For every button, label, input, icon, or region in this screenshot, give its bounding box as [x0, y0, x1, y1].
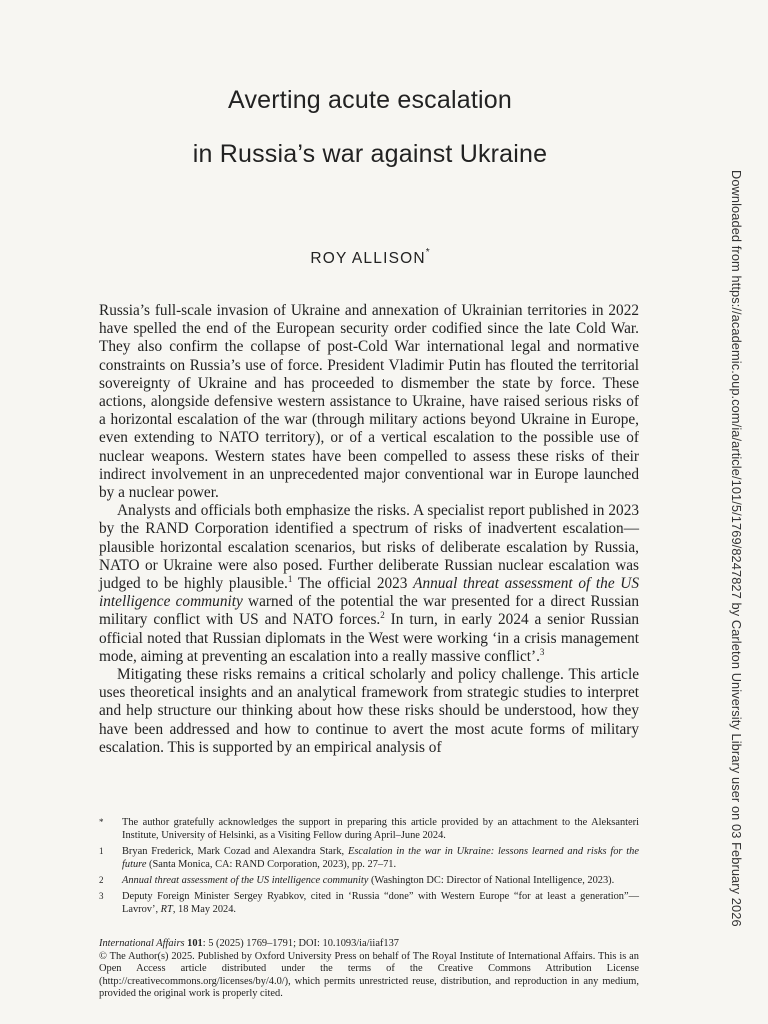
- license-text: © The Author(s) 2025. Published by Oxford University Press on behalf of The Royal Institute of International Affairs. This is an Open Access article distributed under the terms of the Creative Commons Attribution License (http://creativecommons.org/licenses/by/4.0/), which permits unrestricted reuse, distribution, and reproduction in any medium, provided the original work is properly cited.: [99, 950, 639, 1000]
- download-notice: [728, 170, 748, 927]
- footnote-text: The author gratefully acknowledges the support in preparing this article provided by an attachment to the Aleksanteri Institute, University of Helsinki, as a Visiting Fellow during April–June 2024.: [122, 817, 639, 841]
- italic-report-title: Annual threat assessment of the US intelligence community: [99, 575, 639, 611]
- journal-name: International Affairs: [99, 938, 185, 949]
- publication-info: [99, 938, 639, 1001]
- footnote-mark: 2: [99, 875, 104, 885]
- footnote-ref-2[interactable]: 2: [380, 610, 385, 621]
- author-line: [0, 249, 740, 268]
- footnote-star: [99, 816, 639, 842]
- footnote-italic: Escalation in the war in Ukraine: lessons learned and risks for the future: [122, 846, 639, 870]
- journal-volume: 101: [184, 938, 203, 949]
- footnote-3: 3 Deputy Foreign Minister Sergey Ryabkov, cited in ‘Russia “done” with Western Europe “for at least a generation”—Lavrov’, RT, 18 May 2024.: [99, 891, 639, 915]
- footnote-italic: RT: [160, 904, 173, 915]
- footnote-1: 1 Bryan Frederick, Mark Cozad and Alexandra Stark, Escalation in the war in Ukraine: lessons learned and risks for the future (Santa Monica, CA: RAND Corporation, 2023), pp. 27–71.: [99, 846, 639, 870]
- journal-citation: [99, 938, 639, 951]
- footnotes: [99, 816, 639, 919]
- paragraph-1: Russia’s full-scale invasion of Ukraine and annexation of Ukrainian territories in 2022 have spelled the end of the European security order codified since the late Cold War. They also confirm the collapse of post-Cold War international legal and normative constraints on Russia’s use of force. President Vladimir Putin has flouted the territorial sovereignty of Ukraine and has proceeded to dismember the state by force. These actions, alongside defensive western assistance to Ukraine, have raised serious risks of a horizontal escalation of the war (through military actions beyond Ukraine in Europe, even extending to NATO territory), or of a vertical escalation to the possible use of nuclear weapons. Western states have been compelled to assess these risks of their indirect involvement in an unprecedented major conventional war in Europe launched by a nuclear power.: [99, 302, 639, 502]
- author-name: ROY ALLISON: [310, 250, 426, 268]
- author-footnote-mark[interactable]: *: [425, 247, 430, 258]
- article-body: [99, 302, 639, 757]
- paragraph-2: Analysts and officials both emphasize the risks. A specialist report published in 2023 by the RAND Corporation identified a spectrum of risks of inadvertent escalation—plausible horizontal escalation scenarios, but risks of deliberate escalation by Russia, NATO or Ukraine were also posed. Further deliberate Russian nuclear escalation was judged to be highly plausible.$^1$ The official 2023 Annual threat assessment of the US intelligence community warned of the potential the war presented for a direct Russian military conflict with US and NATO forces.$^2$ In turn, in early 2024 a senior Russian official noted that Russian diplomats in the West were working ‘in a crisis management mode, aiming at preventing an escalation into a really massive conflict’.$^3$: [99, 502, 640, 665]
- footnote-ref-3[interactable]: 3: [539, 646, 545, 657]
- journal-issue-pages: : 5 (2025) 1769–1791; DOI: 10.1093/ia/iiaf137: [202, 938, 399, 949]
- footnote-mark: *: [99, 817, 104, 827]
- footnote-mark: 1: [99, 846, 104, 856]
- footnote-ref-1[interactable]: 1: [287, 573, 293, 584]
- footnote-mark: 3: [99, 891, 104, 901]
- footnote-2: 2 Annual threat assessment of the US intelligence community (Washington DC: Director of National Intelligence, 2023).: [99, 875, 615, 886]
- footnote-italic: Annual threat assessment of the US intelligence community: [122, 875, 369, 886]
- paragraph-3: Mitigating these risks remains a critical scholarly and policy challenge. This article uses theoretical insights and an analytical framework from strategic studies to interpret and help structure our thinking about how these risks should be understood, how they have been addressed and how to continue to avert the most acute forms of military escalation. This is supported by an empirical analysis of: [99, 666, 639, 756]
- article-title-line-2: in Russia’s war against Ukraine: [192, 140, 548, 168]
- article-title-line-1: Averting acute escalation: [228, 86, 512, 114]
- download-notice-text: Downloaded from https://academic.oup.com/ia/article/101/5/1769/8247827 by Carleton University Library user on 03 February 2026: [729, 170, 744, 927]
